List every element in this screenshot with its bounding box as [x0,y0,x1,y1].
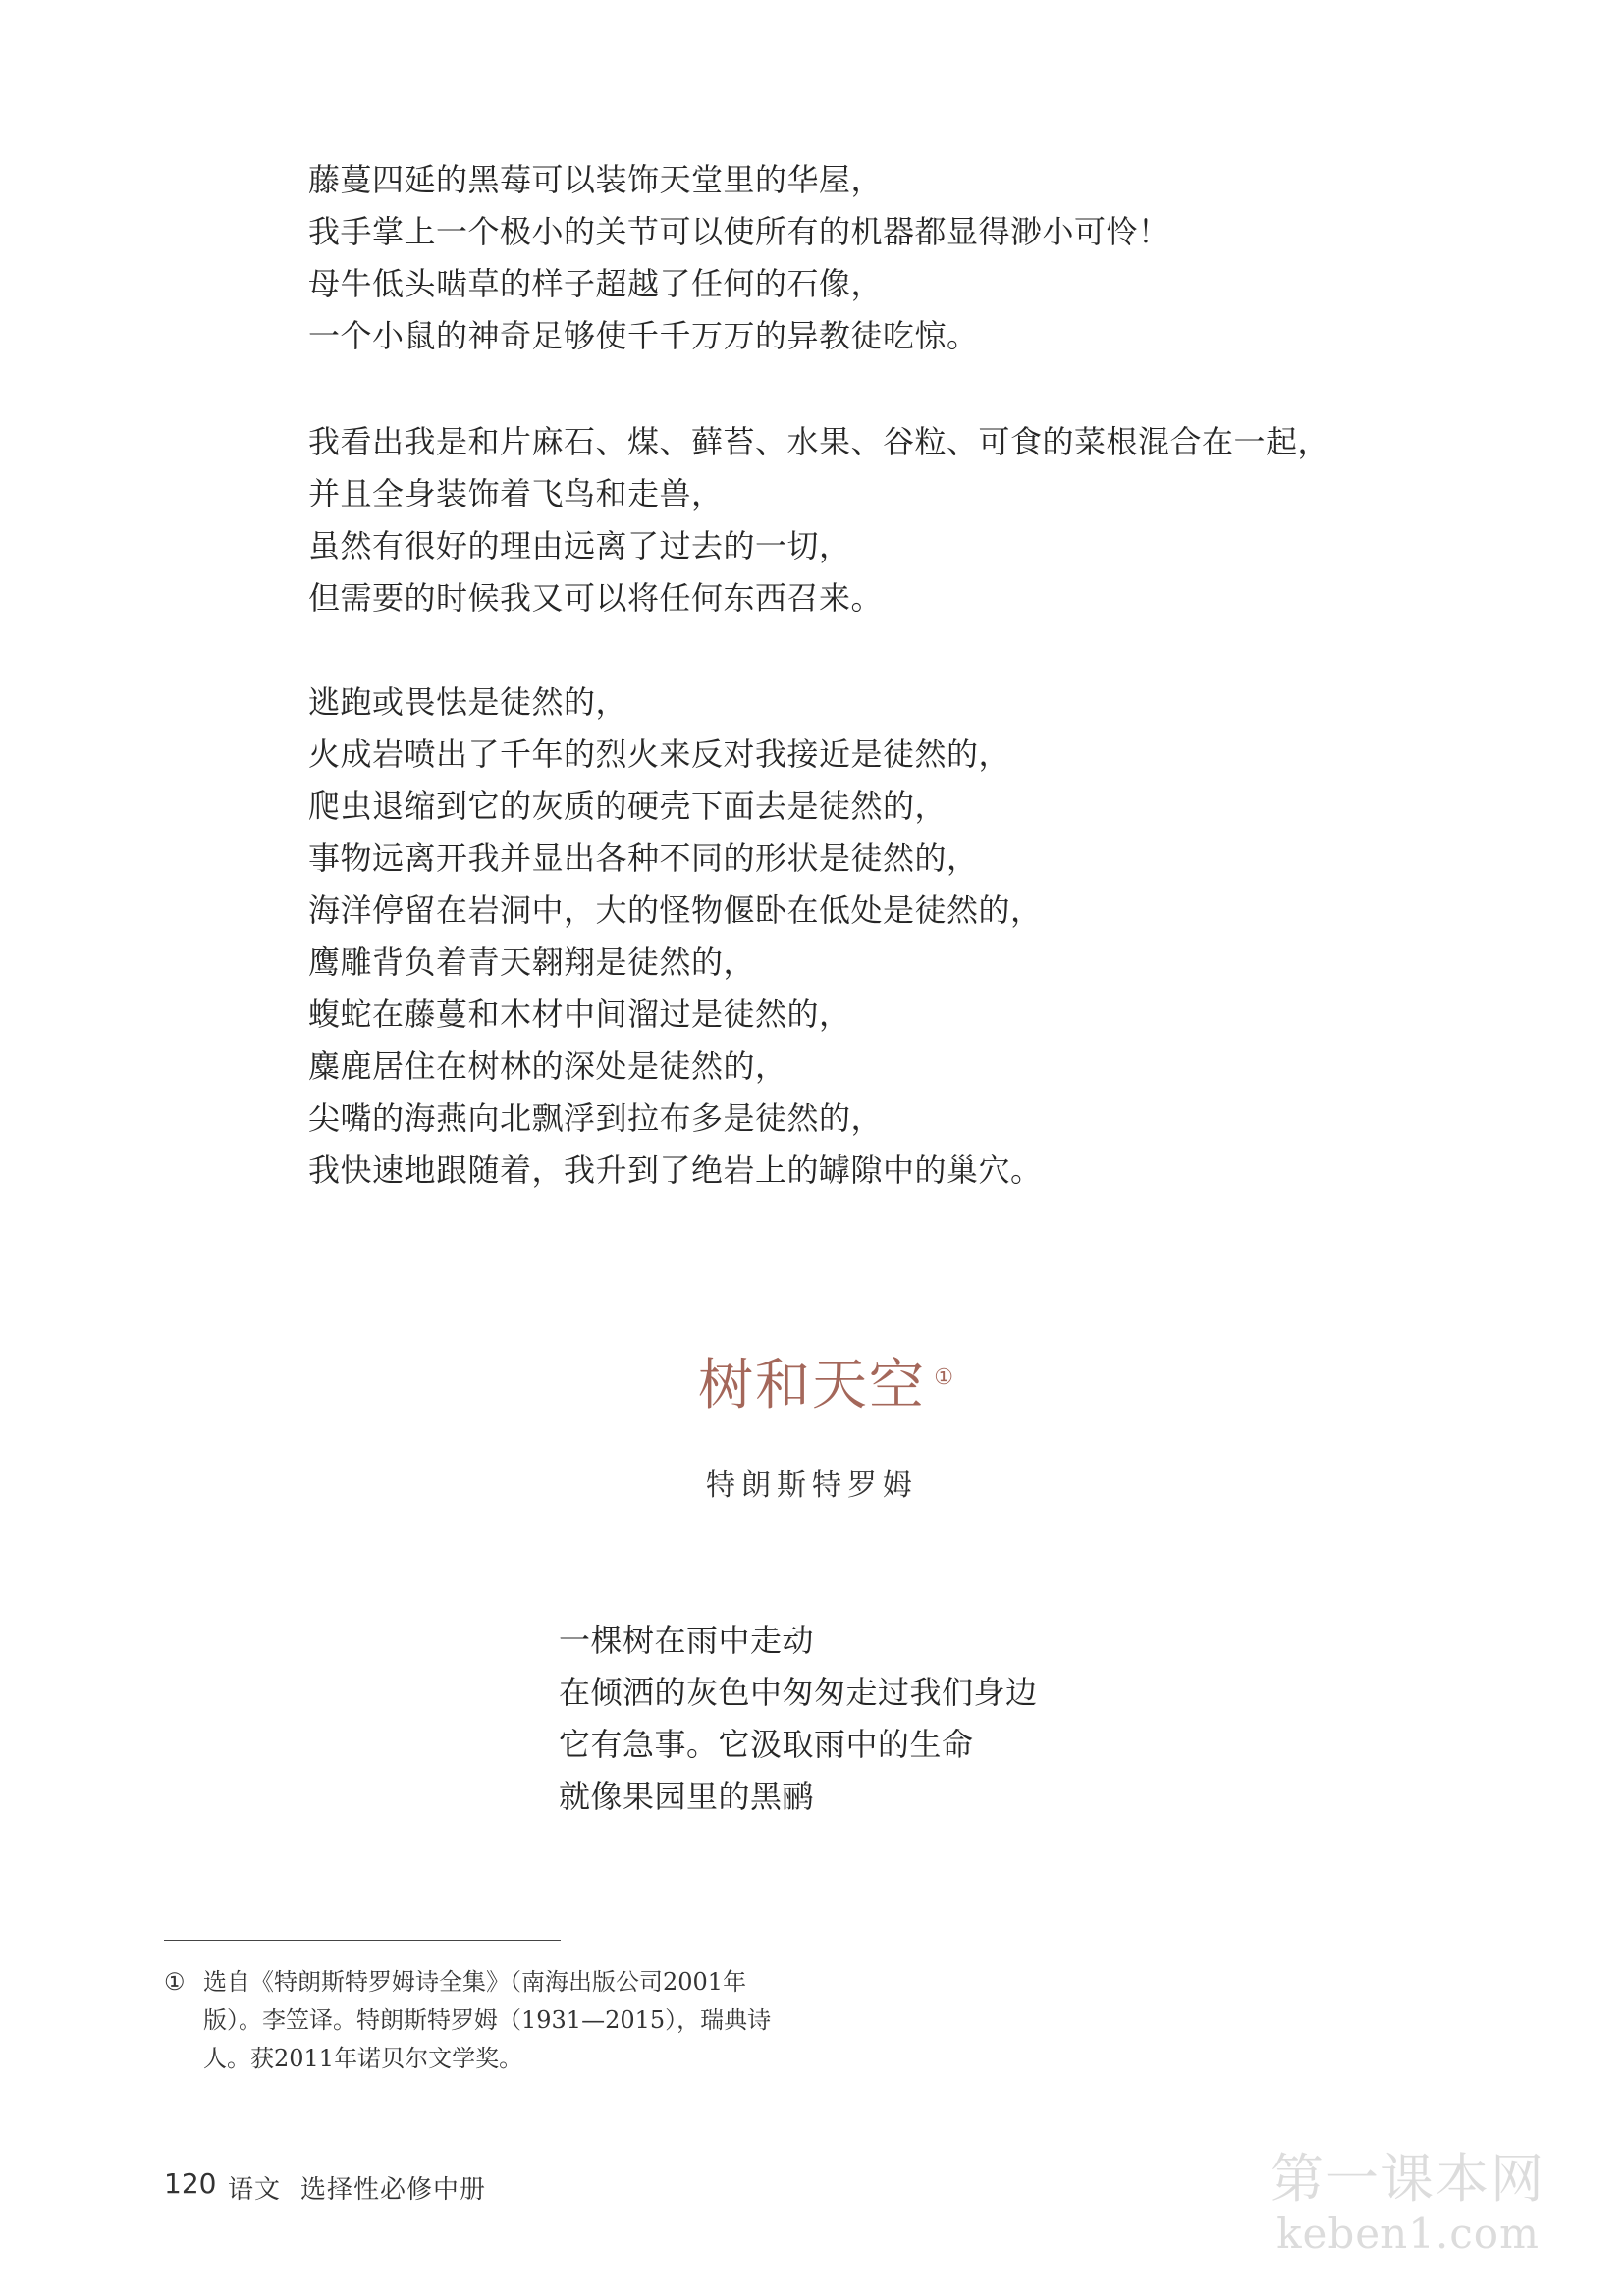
page-number: 120 [164,2167,217,2200]
poem-line: 蝮蛇在藤蔓和木材中间溜过是徒然的， [308,995,851,1033]
poem-line: 爬虫退缩到它的灰质的硬壳下面去是徒然的， [308,787,947,825]
poem-line: 海洋停留在岩洞中，大的怪物偃卧在低处是徒然的， [308,891,1043,929]
footnote-marker: ① [164,1968,186,1996]
poem-title-text: 树和天空 [698,1354,926,1417]
poem-line: 鹰雕背负着青天翱翔是徒然的， [308,943,756,981]
poem-line: 我快速地跟随着，我升到了绝岩上的罅隙中的巢穴。 [308,1151,1043,1189]
stanza-3 [308,676,1043,1197]
poem-line: 在倾洒的灰色中匆匆走过我们身边 [559,1674,1038,1711]
poem-line: 逃跑或畏怯是徒然的， [308,683,628,721]
poem-title [0,1352,1624,1420]
poem-line: 一棵树在雨中走动 [559,1622,815,1659]
poem-line: 藤蔓四延的黑莓可以装饰天堂里的华屋， [308,161,884,198]
footnote-divider [164,1940,561,1941]
watermark-en: keben1.com [1276,2210,1540,2258]
footnote [164,1963,783,2078]
poem-line: 我看出我是和片麻石、煤、藓苔、水果、谷粒、可食的菜根混合在一起， [308,423,1330,460]
book-label: 选择性必修中册 [300,2175,487,2205]
footnote-ref[interactable]: ① [934,1365,955,1390]
poem-line: 我手掌上一个极小的关节可以使所有的机器都显得渺小可怜！ [308,213,1170,250]
poem-line: 一个小鼠的神奇足够使千千万万的异教徒吃惊。 [308,317,979,354]
poem-line: 虽然有很好的理由远离了过去的一切， [308,527,851,564]
poem-body [559,1615,1038,1823]
poem-line: 它有急事。它汲取雨中的生命 [559,1726,974,1763]
poem-line: 尖嘴的海燕向北飘浮到拉布多是徒然的， [308,1099,884,1137]
footnote-text: 选自《特朗斯特罗姆诗全集》（南海出版公司2001年版）。李笠译。特朗斯特罗姆（1931—2015），瑞典诗人。获2011年诺贝尔文学奖。 [203,1968,772,2072]
running-head [228,2169,506,2206]
subject-label: 语文 [228,2175,282,2205]
watermark-cn: 第一课本网 [1271,2148,1545,2210]
poem-line: 火成岩喷出了千年的烈火来反对我接近是徒然的， [308,735,1011,773]
poem-line: 但需要的时候我又可以将任何东西召来。 [308,579,884,616]
stanza-2 [308,416,1329,624]
stanza-1 [308,154,1170,362]
poem-line: 母牛低头啮草的样子超越了任何的石像， [308,265,884,302]
poem-line: 并且全身装饰着飞鸟和走兽， [308,475,724,512]
poem-line: 事物远离开我并显出各种不同的形状是徒然的， [308,839,979,877]
poem-line: 麋鹿居住在树林的深处是徒然的， [308,1047,787,1085]
watermark [1271,2148,1545,2258]
poem-author: 特朗斯特罗姆 [706,1468,918,1503]
poem-line: 就像果园里的黑鹂 [559,1778,815,1815]
